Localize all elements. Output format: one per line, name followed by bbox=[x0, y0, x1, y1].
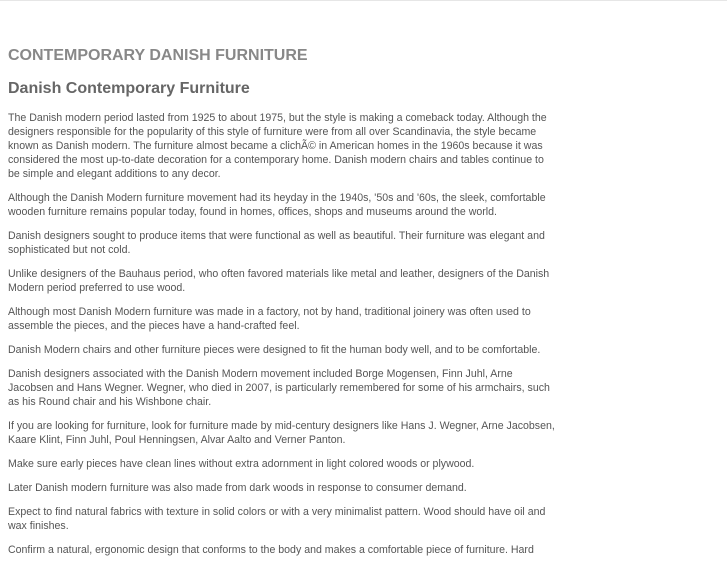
article-title: Danish Contemporary Furniture bbox=[8, 80, 250, 97]
main-content bbox=[8, 44, 556, 567]
paragraph: Confirm a natural, ergonomic design that conforms to the body and makes a comfortable piece of furniture. Hard bbox=[8, 544, 534, 556]
paragraph: Unlike designers of the Bauhaus period, who often favored materials like metal and leather, designers of the Danish Modern period preferred to use wood. bbox=[8, 268, 550, 294]
paragraph: The Danish modern period lasted from 1925 to about 1975, but the style is making a comeback today. Although the designers responsible for the popularity of this style of furniture were from all over Scandinavia, the style became known as Danish modern. The furniture almost became a clichÃ© in American homes in the 1960s because it was considered the most up-to-date decoration for a contemporary home. Danish modern chairs and tables continue to be simple and elegant additions to any decor. bbox=[8, 112, 547, 180]
paragraph: Although the Danish Modern furniture movement had its heyday in the 1940s, '50s and '60s, the sleek, comfortable wooden furniture remains popular today, found in homes, offices, shops and museums around the world. bbox=[8, 192, 546, 218]
paragraph: Danish Modern chairs and other furniture pieces were designed to fit the human body well, and to be comfortable. bbox=[8, 344, 541, 356]
paragraph: Make sure early pieces have clean lines without extra adornment in light colored woods or plywood. bbox=[8, 458, 475, 470]
article-body bbox=[8, 111, 556, 557]
paragraph: Danish designers sought to produce items that were functional as well as beautiful. Their furniture was elegant and sophisticated but not cold. bbox=[8, 230, 545, 256]
site-title: CONTEMPORARY DANISH FURNITURE bbox=[8, 47, 308, 64]
top-divider bbox=[0, 0, 727, 1]
paragraph: Danish designers associated with the Danish Modern movement included Borge Mogensen, Finn Juhl, Arne Jacobsen and Hans Wegner. Wegner, who died in 2007, is particularly remembered for some of his armchairs, such as his Round chair and his Wishbone chair. bbox=[8, 368, 550, 408]
paragraph: Later Danish modern furniture was also made from dark woods in response to consumer demand. bbox=[8, 482, 467, 494]
paragraph: Expect to find natural fabrics with texture in solid colors or with a very minimalist pattern. Wood should have oil and wax finishes. bbox=[8, 506, 546, 532]
paragraph: If you are looking for furniture, look for furniture made by mid-century designers like Hans J. Wegner, Arne Jacobsen, Kaare Klint, Finn Juhl, Poul Henningsen, Alvar Aalto and Verner Panton. bbox=[8, 420, 555, 446]
paragraph: Although most Danish Modern furniture was made in a factory, not by hand, traditional joinery was often used to assemble the pieces, and the pieces have a hand-crafted feel. bbox=[8, 306, 531, 332]
